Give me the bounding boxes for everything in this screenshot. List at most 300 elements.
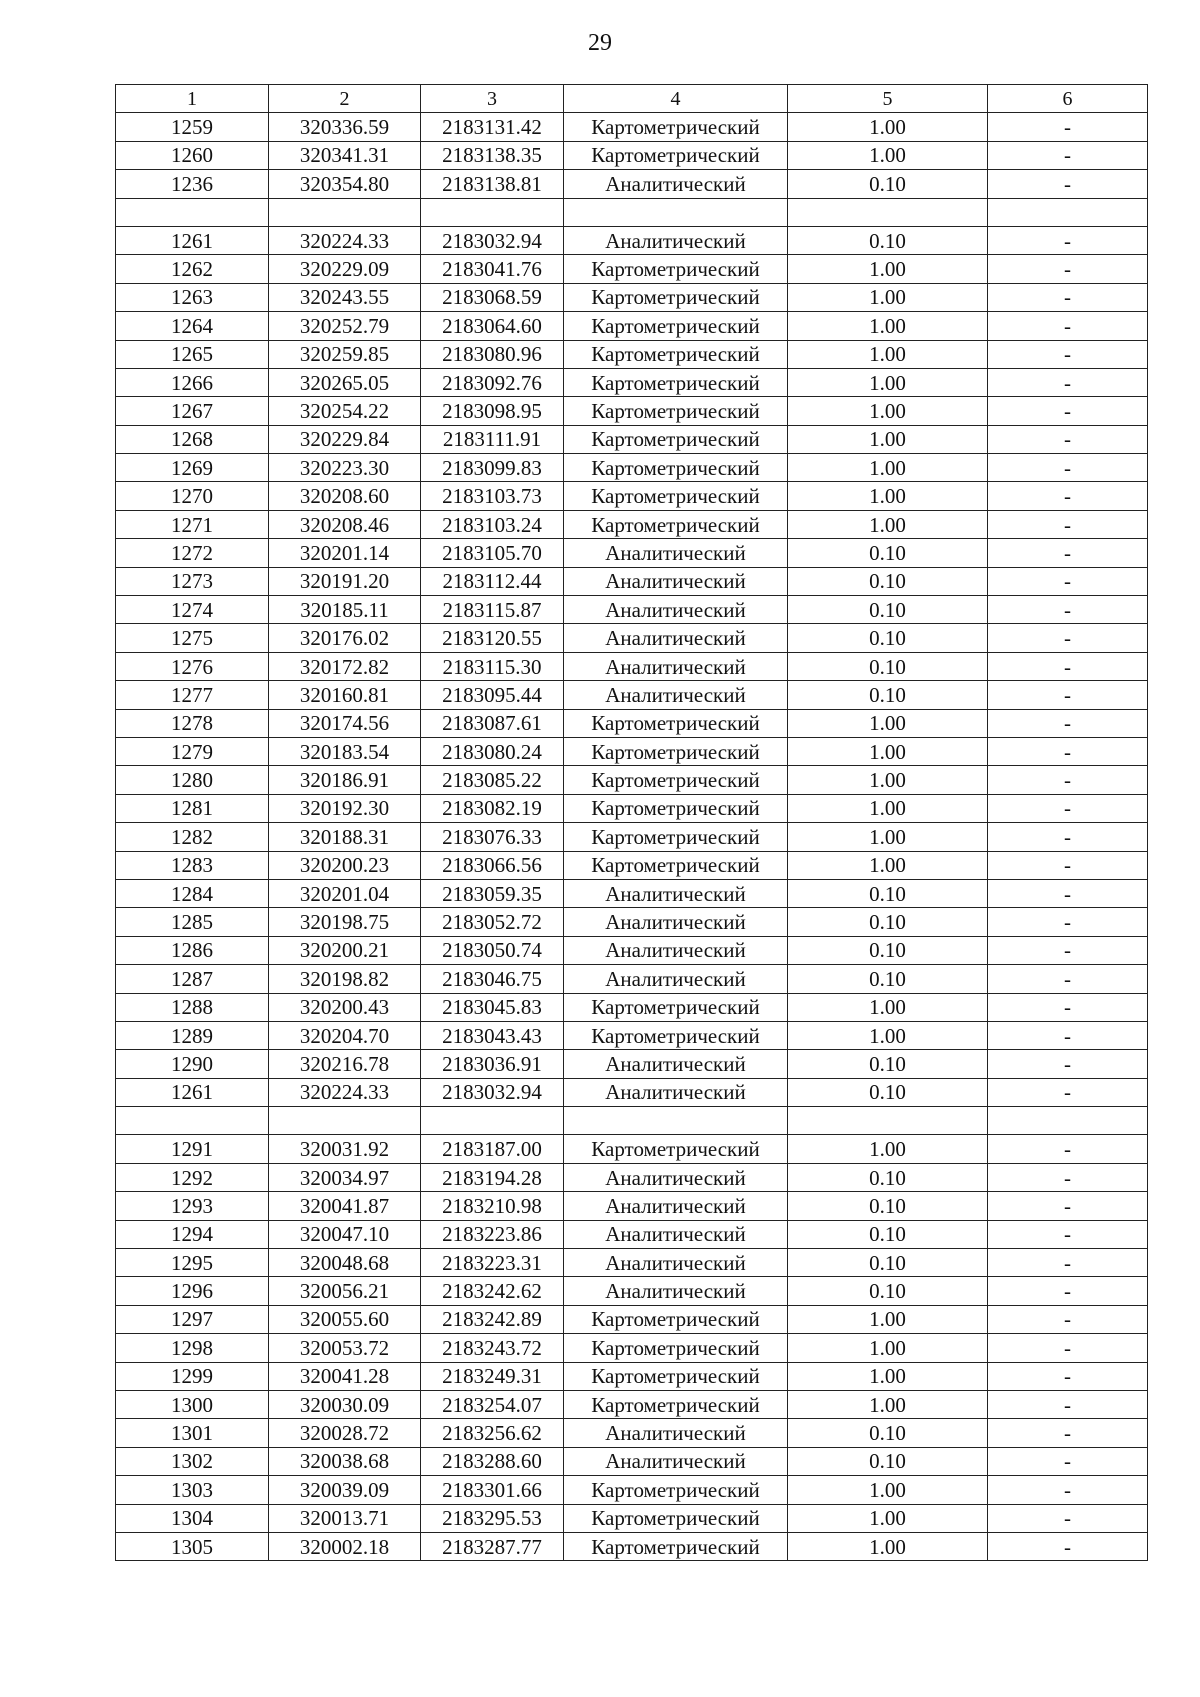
table-cell: 1.00 [788, 255, 988, 283]
table-cell: - [988, 482, 1148, 510]
table-row [116, 624, 1148, 652]
table-cell: 2183050.74 [421, 936, 564, 964]
table-cell: 1286 [116, 936, 269, 964]
table-cell: 0.10 [788, 1078, 988, 1106]
table-cell: 320002.18 [269, 1532, 421, 1560]
table-cell: 320229.84 [269, 425, 421, 453]
table-cell: Картометрический [564, 1390, 788, 1418]
table-cell: 0.10 [788, 652, 988, 680]
table-cell: Картометрический [564, 823, 788, 851]
table-row [116, 1447, 1148, 1475]
table-row [116, 397, 1148, 425]
table-cell: 320183.54 [269, 737, 421, 765]
table-row [116, 113, 1148, 141]
table-cell: 0.10 [788, 1419, 988, 1447]
table-cell: 320243.55 [269, 283, 421, 311]
table-cell: 1.00 [788, 340, 988, 368]
table-cell: 2183288.60 [421, 1447, 564, 1475]
table-cell: 2183301.66 [421, 1476, 564, 1504]
table-cell: 320216.78 [269, 1050, 421, 1078]
table-cell: Аналитический [564, 1078, 788, 1106]
table-row [116, 482, 1148, 510]
table-cell: 1279 [116, 737, 269, 765]
table-cell: Аналитический [564, 624, 788, 652]
table-cell: 320038.68 [269, 1447, 421, 1475]
table-cell: 0.10 [788, 539, 988, 567]
table-cell: - [988, 624, 1148, 652]
table-cell: 1.00 [788, 454, 988, 482]
table-cell: Аналитический [564, 226, 788, 254]
table-cell: 320188.31 [269, 823, 421, 851]
table-cell: 1297 [116, 1305, 269, 1333]
table-cell: 1259 [116, 113, 269, 141]
table-cell: 320053.72 [269, 1334, 421, 1362]
table-cell: 2183085.22 [421, 766, 564, 794]
table-cell: 320047.10 [269, 1220, 421, 1248]
table-cell: 320201.04 [269, 879, 421, 907]
table-cell: 320198.82 [269, 965, 421, 993]
table-cell: 1293 [116, 1192, 269, 1220]
table-cell: 320041.28 [269, 1362, 421, 1390]
table-cell: 320200.21 [269, 936, 421, 964]
table-row [116, 425, 1148, 453]
header-cell: 5 [788, 85, 988, 113]
table-cell: - [988, 1163, 1148, 1191]
table-cell: - [988, 823, 1148, 851]
table-body [116, 85, 1148, 1561]
table-cell: 1236 [116, 170, 269, 198]
table-row [116, 1220, 1148, 1248]
table-cell: 1.00 [788, 766, 988, 794]
table-cell: 2183066.56 [421, 851, 564, 879]
table-row [116, 312, 1148, 340]
table-cell: 1284 [116, 879, 269, 907]
table-row [116, 879, 1148, 907]
table-row [116, 340, 1148, 368]
table-cell: - [988, 965, 1148, 993]
table-cell: 1262 [116, 255, 269, 283]
table-cell: 1268 [116, 425, 269, 453]
table-row [116, 1135, 1148, 1163]
table-cell: 0.10 [788, 226, 988, 254]
table-cell: 1287 [116, 965, 269, 993]
table-cell [421, 198, 564, 226]
table-cell: - [988, 1390, 1148, 1418]
table-cell: 0.10 [788, 596, 988, 624]
table-cell: 320034.97 [269, 1163, 421, 1191]
table-cell: 320013.71 [269, 1504, 421, 1532]
table-cell: 2183103.24 [421, 510, 564, 538]
table-cell: - [988, 425, 1148, 453]
table-cell: 2183032.94 [421, 226, 564, 254]
table-cell: - [988, 510, 1148, 538]
table-cell: - [988, 596, 1148, 624]
table-cell: 2183045.83 [421, 993, 564, 1021]
table-cell: - [988, 170, 1148, 198]
table-row [116, 1277, 1148, 1305]
table-cell: 320174.56 [269, 709, 421, 737]
table-row [116, 1050, 1148, 1078]
table-row [116, 709, 1148, 737]
table-cell: 1.00 [788, 425, 988, 453]
table-cell: 1275 [116, 624, 269, 652]
table-cell: 1.00 [788, 397, 988, 425]
table-row [116, 737, 1148, 765]
table-row [116, 908, 1148, 936]
table-cell: 2183080.24 [421, 737, 564, 765]
table-cell: 1.00 [788, 823, 988, 851]
table-cell: 1282 [116, 823, 269, 851]
table-cell: 0.10 [788, 1220, 988, 1248]
table-cell: 2183036.91 [421, 1050, 564, 1078]
table-cell: Картометрический [564, 1476, 788, 1504]
table-cell: 320208.60 [269, 482, 421, 510]
table-cell: 0.10 [788, 170, 988, 198]
table-row [116, 567, 1148, 595]
table-cell: 1305 [116, 1532, 269, 1560]
table-cell: Аналитический [564, 1050, 788, 1078]
table-row [116, 1192, 1148, 1220]
header-cell: 1 [116, 85, 269, 113]
table-cell: - [988, 879, 1148, 907]
table-cell: 1263 [116, 283, 269, 311]
table-cell: 0.10 [788, 1163, 988, 1191]
table-cell: Картометрический [564, 340, 788, 368]
table-cell: - [988, 226, 1148, 254]
table-cell [116, 1107, 269, 1135]
table-cell: 2183242.89 [421, 1305, 564, 1333]
table-cell: 1264 [116, 312, 269, 340]
table-cell: 2183256.62 [421, 1419, 564, 1447]
table-row [116, 794, 1148, 822]
table-cell: 2183098.95 [421, 397, 564, 425]
table-cell: - [988, 368, 1148, 396]
table-cell: 1.00 [788, 1504, 988, 1532]
table-row [116, 993, 1148, 1021]
table-cell: 0.10 [788, 1249, 988, 1277]
table-row [116, 766, 1148, 794]
table-row [116, 1078, 1148, 1106]
table-cell: 1283 [116, 851, 269, 879]
table-row [116, 539, 1148, 567]
table-cell: 2183032.94 [421, 1078, 564, 1106]
table-cell: 2183064.60 [421, 312, 564, 340]
table-cell: 1.00 [788, 141, 988, 169]
table-cell: - [988, 652, 1148, 680]
header-cell: 2 [269, 85, 421, 113]
table-cell: 320201.14 [269, 539, 421, 567]
table-cell: 2183105.70 [421, 539, 564, 567]
table-row [116, 283, 1148, 311]
table-cell: 1270 [116, 482, 269, 510]
table-cell: 2183249.31 [421, 1362, 564, 1390]
table-cell: 2183092.76 [421, 368, 564, 396]
table-cell: Аналитический [564, 908, 788, 936]
table-row [116, 652, 1148, 680]
table-cell: 1261 [116, 226, 269, 254]
table-cell: Аналитический [564, 1192, 788, 1220]
table-cell: - [988, 340, 1148, 368]
table-cell: - [988, 993, 1148, 1021]
table-cell: 320055.60 [269, 1305, 421, 1333]
table-row [116, 1163, 1148, 1191]
table-cell: Картометрический [564, 1504, 788, 1532]
table-cell: Картометрический [564, 1532, 788, 1560]
table-cell: 1.00 [788, 1476, 988, 1504]
table-cell: 2183059.35 [421, 879, 564, 907]
table-cell: 1260 [116, 141, 269, 169]
table-row [116, 1419, 1148, 1447]
table-cell: 2183082.19 [421, 794, 564, 822]
table-cell: 2183243.72 [421, 1334, 564, 1362]
table-cell: 1277 [116, 681, 269, 709]
table-cell: 1289 [116, 1021, 269, 1049]
table-row [116, 198, 1148, 226]
table-row [116, 1334, 1148, 1362]
table-cell: 320048.68 [269, 1249, 421, 1277]
table-cell [788, 1107, 988, 1135]
table-row [116, 1504, 1148, 1532]
table-row [116, 965, 1148, 993]
table-row [116, 936, 1148, 964]
table-cell: - [988, 908, 1148, 936]
table-cell: 2183076.33 [421, 823, 564, 851]
table-cell: Картометрический [564, 454, 788, 482]
table-cell: 2183068.59 [421, 283, 564, 311]
table-cell: 1298 [116, 1334, 269, 1362]
table-cell: 320252.79 [269, 312, 421, 340]
table-row [116, 1249, 1148, 1277]
table-cell: 1266 [116, 368, 269, 396]
table-cell: - [988, 1220, 1148, 1248]
table-cell: 0.10 [788, 1447, 988, 1475]
table-row [116, 141, 1148, 169]
table-header-row [116, 85, 1148, 113]
table-cell: Аналитический [564, 1277, 788, 1305]
table-cell: - [988, 1532, 1148, 1560]
table-cell: 0.10 [788, 1277, 988, 1305]
table-cell: 320336.59 [269, 113, 421, 141]
table-cell: 1.00 [788, 794, 988, 822]
table-cell: 2183187.00 [421, 1135, 564, 1163]
table-row [116, 681, 1148, 709]
table-cell: 2183095.44 [421, 681, 564, 709]
table-cell: 1273 [116, 567, 269, 595]
table-cell: 1272 [116, 539, 269, 567]
table-cell: - [988, 1192, 1148, 1220]
table-cell: 1.00 [788, 1334, 988, 1362]
table-cell: - [988, 1362, 1148, 1390]
table-cell [421, 1107, 564, 1135]
table-cell: Аналитический [564, 1163, 788, 1191]
table-cell: Аналитический [564, 596, 788, 624]
table-cell: 0.10 [788, 965, 988, 993]
table-cell: 320208.46 [269, 510, 421, 538]
table-cell: 1.00 [788, 737, 988, 765]
table-cell: 1.00 [788, 113, 988, 141]
table-cell: 2183120.55 [421, 624, 564, 652]
table-cell: Картометрический [564, 794, 788, 822]
table-row [116, 1305, 1148, 1333]
table-row [116, 226, 1148, 254]
table-cell: Аналитический [564, 567, 788, 595]
table-row [116, 1476, 1148, 1504]
table-cell: - [988, 1476, 1148, 1504]
table-cell: 1.00 [788, 510, 988, 538]
table-cell: 320224.33 [269, 1078, 421, 1106]
table-cell: 320265.05 [269, 368, 421, 396]
table-cell: 1.00 [788, 482, 988, 510]
table-cell: 2183111.91 [421, 425, 564, 453]
table-cell: Аналитический [564, 170, 788, 198]
table-cell: Картометрический [564, 141, 788, 169]
table-cell: 2183287.77 [421, 1532, 564, 1560]
table-cell: 1.00 [788, 1305, 988, 1333]
table-cell: 320192.30 [269, 794, 421, 822]
table-cell: 1.00 [788, 283, 988, 311]
table-cell: Аналитический [564, 965, 788, 993]
table-cell: 320028.72 [269, 1419, 421, 1447]
table-row [116, 596, 1148, 624]
table-cell: - [988, 255, 1148, 283]
table-cell: 2183210.98 [421, 1192, 564, 1220]
table-cell: 0.10 [788, 681, 988, 709]
table-cell: 320229.09 [269, 255, 421, 283]
table-cell: - [988, 283, 1148, 311]
table-cell: Картометрический [564, 1334, 788, 1362]
table-row [116, 1532, 1148, 1560]
table-cell: Картометрический [564, 1021, 788, 1049]
table-cell: 1281 [116, 794, 269, 822]
table-cell: 2183242.62 [421, 1277, 564, 1305]
table-cell: 320191.20 [269, 567, 421, 595]
table-cell: - [988, 397, 1148, 425]
table-cell: 320259.85 [269, 340, 421, 368]
table-cell: 1290 [116, 1050, 269, 1078]
table-cell: - [988, 737, 1148, 765]
table-cell: 1.00 [788, 312, 988, 340]
table-cell: Аналитический [564, 539, 788, 567]
table-cell: Аналитический [564, 1220, 788, 1248]
table-cell: 1274 [116, 596, 269, 624]
table-cell: 320341.31 [269, 141, 421, 169]
table-cell: 1.00 [788, 1021, 988, 1049]
table-cell [269, 1107, 421, 1135]
table-cell: Аналитический [564, 936, 788, 964]
table-cell: 1303 [116, 1476, 269, 1504]
table-cell: 2183043.43 [421, 1021, 564, 1049]
table-cell: 1276 [116, 652, 269, 680]
table-cell: 320030.09 [269, 1390, 421, 1418]
table-cell: 1299 [116, 1362, 269, 1390]
table-cell: Картометрический [564, 766, 788, 794]
table-cell: - [988, 936, 1148, 964]
table-cell: 0.10 [788, 624, 988, 652]
table-cell: 2183223.31 [421, 1249, 564, 1277]
table-cell: 1302 [116, 1447, 269, 1475]
table-cell: 1288 [116, 993, 269, 1021]
table-cell [988, 1107, 1148, 1135]
table-cell: 320185.11 [269, 596, 421, 624]
table-cell: 1.00 [788, 1135, 988, 1163]
table-cell: Картометрический [564, 283, 788, 311]
table-cell: Картометрический [564, 312, 788, 340]
table-cell: 1304 [116, 1504, 269, 1532]
table-cell: 1267 [116, 397, 269, 425]
table-cell: - [988, 1447, 1148, 1475]
table-cell: 320056.21 [269, 1277, 421, 1305]
table-cell: - [988, 1050, 1148, 1078]
table-cell: 2183223.86 [421, 1220, 564, 1248]
table-row [116, 510, 1148, 538]
table-row [116, 1362, 1148, 1390]
table-cell: - [988, 113, 1148, 141]
table-row [116, 368, 1148, 396]
table-cell: 2183080.96 [421, 340, 564, 368]
table-cell: 2183138.35 [421, 141, 564, 169]
table-cell: 320200.23 [269, 851, 421, 879]
table-cell: 2183103.73 [421, 482, 564, 510]
table-cell: Картометрический [564, 1135, 788, 1163]
table-cell: - [988, 454, 1148, 482]
table-cell: 2183194.28 [421, 1163, 564, 1191]
table-cell: Картометрический [564, 368, 788, 396]
table-cell: Картометрический [564, 851, 788, 879]
table-row [116, 454, 1148, 482]
table-cell: 1280 [116, 766, 269, 794]
table-cell: 1269 [116, 454, 269, 482]
table-cell: 320204.70 [269, 1021, 421, 1049]
table-cell: 1295 [116, 1249, 269, 1277]
table-cell: - [988, 1305, 1148, 1333]
table-cell: - [988, 1504, 1148, 1532]
table-cell: 1285 [116, 908, 269, 936]
table-cell: - [988, 709, 1148, 737]
table-cell: 2183138.81 [421, 170, 564, 198]
table-cell: 320223.30 [269, 454, 421, 482]
table-cell: 0.10 [788, 936, 988, 964]
table-cell: 2183099.83 [421, 454, 564, 482]
table-cell: - [988, 1135, 1148, 1163]
table-cell: Картометрический [564, 1362, 788, 1390]
table-cell: 2183115.30 [421, 652, 564, 680]
table-cell: 320198.75 [269, 908, 421, 936]
table-row [116, 823, 1148, 851]
table-cell: 320200.43 [269, 993, 421, 1021]
table-row [116, 1390, 1148, 1418]
table-row [116, 255, 1148, 283]
table-cell: - [988, 567, 1148, 595]
table-cell: 320039.09 [269, 1476, 421, 1504]
table-cell: Картометрический [564, 482, 788, 510]
table-cell: Аналитический [564, 681, 788, 709]
table-cell: 0.10 [788, 1050, 988, 1078]
table-cell: 2183115.87 [421, 596, 564, 624]
table-cell: 2183052.72 [421, 908, 564, 936]
table-cell: 320224.33 [269, 226, 421, 254]
header-cell: 3 [421, 85, 564, 113]
table-cell: 2183087.61 [421, 709, 564, 737]
table-cell: 1.00 [788, 1362, 988, 1390]
table-cell: - [988, 1419, 1148, 1447]
table-cell: 320254.22 [269, 397, 421, 425]
table-cell [564, 1107, 788, 1135]
table-cell: Аналитический [564, 1419, 788, 1447]
table-cell: 320041.87 [269, 1192, 421, 1220]
table-cell: 0.10 [788, 1192, 988, 1220]
table-cell: Картометрический [564, 255, 788, 283]
table-cell: 0.10 [788, 567, 988, 595]
